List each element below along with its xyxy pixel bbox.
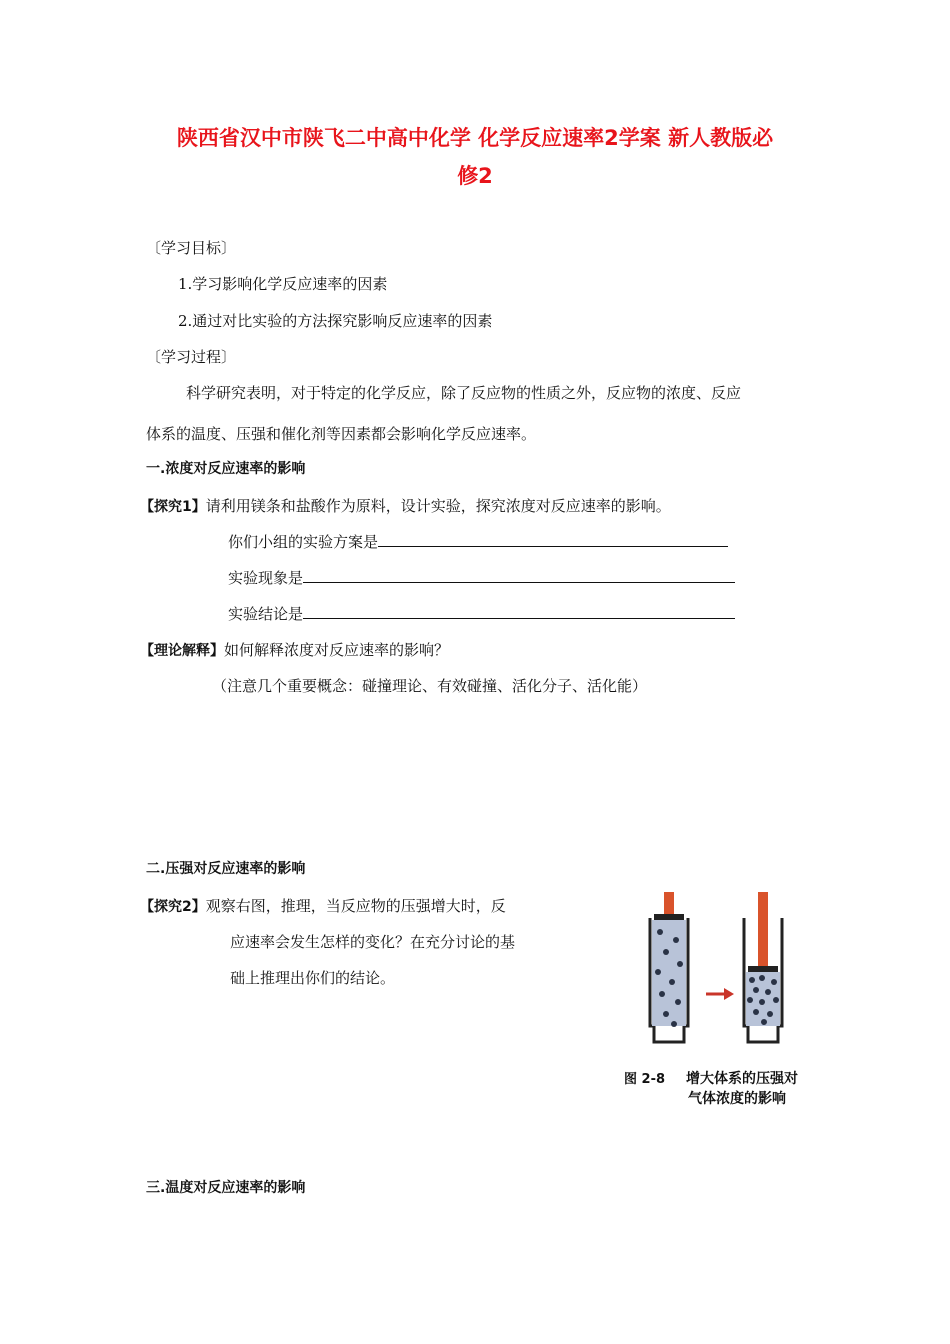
explore1-tag: 【探究1】 — [140, 499, 206, 515]
pressure-figure — [610, 886, 835, 1111]
explore1 — [140, 495, 671, 516]
blank-plan-label: 你们小组的实验方案是 — [228, 533, 379, 551]
goal-item-2: 2.通过对比实验的方法探究影响反应速率的因素 — [178, 312, 493, 330]
blank-plan-line[interactable] — [378, 545, 728, 547]
explore2-text-1: 观察右图，推理，当反应物的压强增大时，反 — [205, 897, 506, 915]
piston-illustration — [610, 886, 835, 1061]
explore2-line1 — [140, 895, 506, 916]
intro-paragraph-line1: 科学研究表明，对于特定的化学反应，除了反应物的性质之外，反应物的浓度、反应 — [186, 384, 742, 402]
explore2-text-2: 应速率会发生怎样的变化？在充分讨论的基 — [230, 933, 516, 951]
theory-row — [140, 639, 449, 660]
figure-caption-line1: 增大体系的压强对 — [686, 1071, 798, 1087]
document-title-line2: 修2 — [457, 164, 493, 188]
document-title-line1: 陕西省汉中市陕飞二中高中化学 化学反应速率2学案 新人教版必 — [176, 126, 774, 150]
blank-row-conclusion — [228, 603, 735, 624]
section1-heading: 一.浓度对反应速率的影响 — [146, 461, 306, 477]
goals-heading: 〔学习目标〕 — [146, 239, 237, 257]
blank-phenomenon-label: 实验现象是 — [228, 569, 304, 587]
section3-heading: 三.温度对反应速率的影响 — [146, 1180, 306, 1196]
blank-row-phenomenon — [228, 567, 735, 588]
explore2-tag: 【探究2】 — [140, 899, 206, 915]
intro-paragraph-line2: 体系的温度、压强和催化剂等因素都会影响化学反应速率。 — [146, 425, 537, 443]
goal-item-1: 1.学习影响化学反应速率的因素 — [178, 275, 388, 293]
blank-conclusion-label: 实验结论是 — [228, 605, 304, 623]
explore1-text: 请利用镁条和盐酸作为原料，设计实验，探究浓度对反应速率的影响。 — [205, 497, 671, 515]
blank-phenomenon-line[interactable] — [303, 581, 735, 583]
process-heading: 〔学习过程〕 — [146, 348, 237, 366]
blank-conclusion-line[interactable] — [303, 617, 735, 619]
concepts-note: （注意几个重要概念：碰撞理论、有效碰撞、活化分子、活化能） — [212, 677, 648, 695]
figure-caption-line2: 气体浓度的影响 — [688, 1091, 786, 1107]
blank-row-plan — [228, 531, 728, 552]
theory-tag: 【理论解释】 — [140, 643, 224, 659]
explore2-text-3: 础上推理出你们的结论。 — [230, 969, 396, 987]
section2-heading: 二.压强对反应速率的影响 — [146, 861, 306, 877]
theory-text: 如何解释浓度对反应速率的影响？ — [224, 641, 450, 659]
figure-number: 图 2-8 — [624, 1072, 666, 1087]
